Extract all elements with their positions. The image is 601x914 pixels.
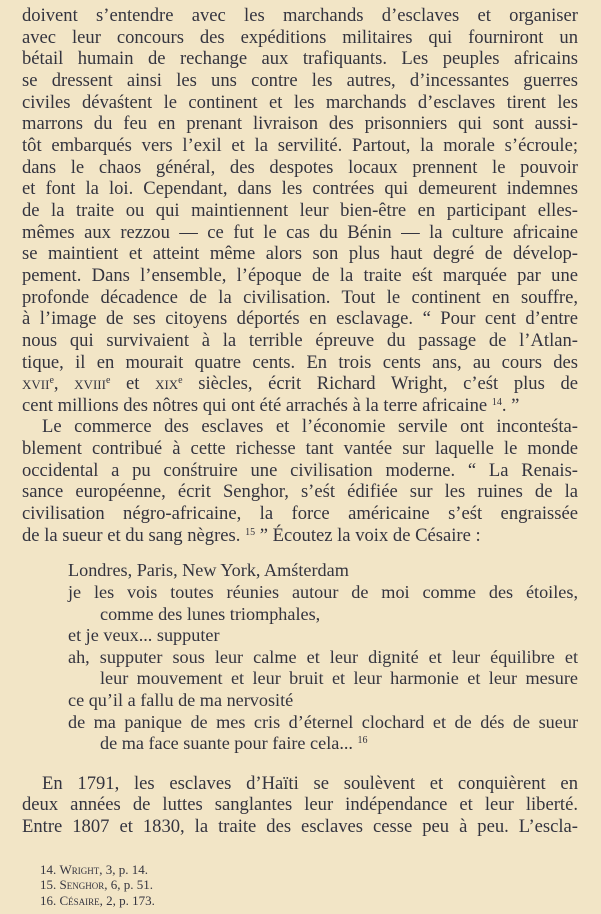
footnote-ref: , 6, p. 51. [104,877,153,893]
text-line: de la traite ou qui maintiennent leur bien-être en participant elles- [22,199,578,221]
closing-quote: . ” [501,394,520,416]
haiti-paragraph [22,773,578,838]
main-text [22,5,578,546]
text-line: Entre 1807 et 1830, la traite des esclaves cesse peu à peu. L’escla- [22,816,578,838]
text-line: mêmes aux rezzou — ce fut le cas du Bénin — la culture africaine [22,221,578,243]
cesaire-verse-quote [68,560,578,754]
text-line: à l’image de ses citoyens déportés en esclavage. “ Pour cent d’entre [22,308,578,330]
verse-line: Londres, Paris, New York, Amśterdam [68,560,349,581]
footnote-number: 15. [40,877,57,893]
separator: et [110,373,156,395]
text-line: civiles dévaśtent le continent et les marchands d’esclaves tirent les [22,91,578,113]
text-line: sance européenne, écrit Senghor, s’eśt édifiée sur les ruines de la [22,481,578,503]
centuries-line [22,373,578,395]
footnote-ref: , 2, p. 173. [99,892,155,908]
text-line [22,525,578,547]
text-line: et font la loi. Cependant, dans les contrées qui demeurent indemnes [22,178,578,200]
footnote-ref-14[interactable]: 14 [491,396,502,408]
text-line: bétail humain de rechange aux trafiquants. Les peuples africains [22,48,578,70]
text-line: avec leur concours des expéditions militaires qui fourniront un [22,26,578,48]
footnote-ref-15[interactable]: 15 [245,526,256,538]
text-line: dans le chaos général, des despotes locaux prennent le pouvoir [22,156,578,178]
text-line: tôt embarqués vers l’exil et la servilité. Partout, la morale s’écroule; [22,134,578,156]
footnote-ref-16[interactable]: 16 [357,735,368,747]
footnotes [40,862,601,914]
verse-line [68,733,578,755]
footnote-number: 14. [40,861,57,877]
text-line: nous qui survivaient à la terrible épreuve du passage de l’Atlan- [22,329,578,351]
text-fragment: de la sueur et du sang nègres. [22,524,241,546]
text-line: se maintient et atteint même alors son plus haut degré de dévelop- [22,243,578,265]
separator: , [53,373,75,395]
text-line: doivent s’entendre avec les marchands d’esclaves et organiser [22,5,578,26]
verse-line: leur mouvement et leur bruit et leur harmonie et leur mesure [100,668,578,689]
footnote-author: Wright [59,861,100,877]
footnote-16 [40,893,601,909]
text-line: occidental a pu conśtruire une civilisation moderne. “ La Renais- [22,459,578,481]
superscript-e: e [49,375,54,387]
footnote-author: Senghor [59,877,105,893]
verse-line: comme des lunes triomphales, [100,603,321,624]
text-line: se dressent ainsi les uns contre les autres, d’incessantes guerres [22,69,578,91]
verse-line: ah, supputer sous leur calme et leur dignité et leur équilibre et [68,646,578,667]
verse-line: ce qu’il a fallu de ma nervosité [68,689,294,710]
century-17: xvii [22,373,50,395]
verse-line: de ma panique de mes cris d’éternel clochard et de dés de sueur [68,711,578,732]
text-line: Le commerce des esclaves et l’économie servile ont inconteśta- [42,416,578,438]
superscript-e: e [105,375,111,387]
text-line [22,395,578,417]
century-18: xviii [74,373,106,395]
footnote-author: Césaire [59,892,100,908]
text-line: civilisation négro-africaine, la force américaine s’eśt engraissée [22,503,578,525]
verse-line: je les vois toutes réunies autour de moi comme des étoiles, [68,582,578,602]
text-line: pement. Dans l’ensemble, l’époque de la traite eśt marquée par une [22,264,578,286]
text-line: En 1791, les esclaves d’Haïti se soulèvent et conquièrent en [42,772,578,794]
footnote-14 [40,862,601,878]
text-line: marrons du feu en prenant livraison des prisonniers qui sont aussi- [22,113,578,135]
footnote-number: 16. [40,892,57,908]
text-line: blement contribué à cette richesse tant vantée sur laquelle le monde [22,438,578,460]
text-line: profonde décadence de la civilisation. Tout le continent en souffre, [22,286,578,308]
text-fragment: ” Écoutez la voix de Césaire : [255,524,481,546]
text-line: deux années de luttes sanglantes leur indépendance et leur liberté. [22,794,578,816]
text-line: tique, il en mourait quatre cents. En trois cents ans, au cours des [22,351,578,373]
century-19: xix [155,373,179,395]
text-fragment: de ma face suante pour faire cela... [100,733,353,754]
footnote-ref: , 3, p. 14. [99,861,149,877]
text-fragment: cent millions des nôtres qui ont été arrachés à la terre africaine [22,394,488,416]
verse-line: et je veux... supputer [68,625,220,646]
text-fragment: siècles, écrit Richard Wright, c’eśt plus de [182,373,578,395]
footnote-15 [40,877,601,893]
superscript-e: e [178,375,183,387]
